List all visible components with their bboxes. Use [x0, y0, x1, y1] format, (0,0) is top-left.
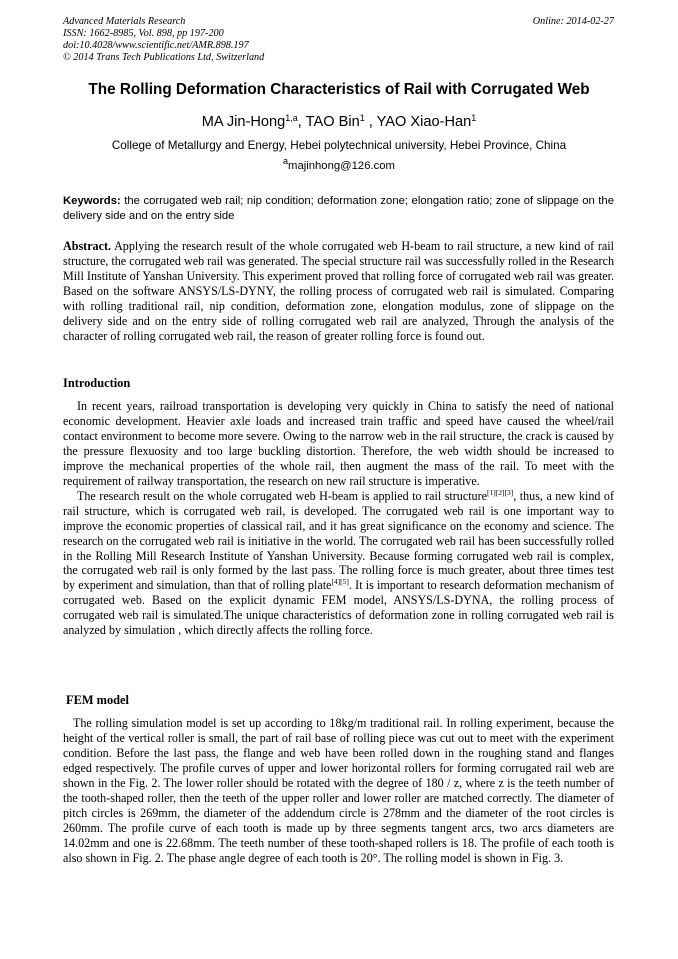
abstract-label: Abstract.: [63, 239, 112, 253]
author-affiliation-mark: 1: [471, 113, 477, 123]
email-line: [40, 156, 638, 174]
keywords-label: Keywords:: [63, 195, 121, 207]
paragraph-text: The research result on the whole corrugated web H-beam is applied to rail structure: [77, 488, 488, 503]
author-name: , TAO Bin: [297, 114, 360, 130]
abstract-block: [63, 239, 614, 344]
copyright-line: © 2014 Trans Tech Publications Ltd, Switzerland: [63, 52, 265, 63]
email-address: majinhong@126.com: [288, 160, 395, 172]
section-heading-introduction: Introduction: [63, 376, 131, 390]
fem-model-paragraph: The rolling simulation model is set up according to 18kg/m traditional rail. In rolling experiment, because the height of the vertical roller is small, the part of rail base of rolling piece was cut out to meet with the experiment condition. Before the last pass, the flange and web have been rolled down in the roughing stand and flanges edged respectively. The profile curves of upper and lower horizontal rollers for forming corrugated rail web are shown in the Fig. 2. The lower roller should be rotated with the degree of 180 / z, where z is the teeth number of the tooth-shaped roller, then the teeth of the upper roller and lower roller are matched correctly. The diameter of pitch circles is 269mm, the diameter of the addendum circle is 278mm and the diameter of the root circles is 260mm. The profile curve of each tooth is made up by three segments tangent arcs, two arcs diameters are 14.02mm and one is 22.68mm. The teeth number of these tooth-shaped rollers is 18. The profile of each tooth is also shown in Fig. 2. The phase angle degree of each tooth is 20°. The rolling model is shown in Fig. 3.: [63, 716, 614, 865]
online-date: Online: 2014-02-27: [532, 16, 614, 27]
keywords-block: [63, 194, 614, 223]
abstract-paragraph: [63, 239, 614, 344]
introduction-paragraph-2: [63, 489, 614, 639]
abstract-text: Applying the research result of the whole corrugated web H-beam to rail structure, a new kind of rail structure, the corrugated web rail was generated. The special structure rail was successfully rolled in the Research Mill Institute of Yanshan University. This experiment proved that rolling force of corrugated web rail was greater. Based on the software ANSYS/LS-DYNY, the rolling process of corrugated web rail is simulated. Comparing with rolling traditional rail, nip condition, deformation zone, elongation modulus, zone of slippage on the delivery side and on the entry side of rolling corrugated web rail are analyzed, Through the analysis of the character of rolling corrugated web rail, the reason of greater rolling force is found out.: [63, 239, 614, 343]
citation-ref: [4][5]: [331, 577, 349, 587]
author-affiliation-mark: 1: [359, 113, 365, 123]
journal-name: Advanced Materials Research: [63, 16, 186, 27]
affiliation: College of Metallurgy and Energy, Hebei polytechnical university, Hebei Province, China: [111, 139, 567, 152]
keywords-text: the corrugated web rail; nip condition; deformation zone; elongation ratio; zone of slippage on the delivery side and on the entry side: [63, 195, 614, 222]
paper-title: The Rolling Deformation Characteristics of Rail with Corrugated Web: [88, 81, 590, 98]
paragraph-text: . It is important to research deformation mechanism of corrugated web. Based on the explicit dynamic FEM model, ANSYS/LS-DYNA, the rolling process of corrugated web rail is simulated.The unique characteristics of deformation zone in rolling corrugated web rail is analyzed by simulation , which directly affects the rolling force.: [63, 578, 614, 638]
issn-line: ISSN: 1662-8985, Vol. 898, pp 197-200: [63, 28, 224, 39]
introduction-paragraph-1: In recent years, railroad transportation is developing very quickly in China to satisfy the need of national economic development. Heavier axle loads and increased train traffic and speed have caused the wheel/rail contact environment to become more severe. Owing to the narrow web in the rail structure, the crack is caused by the pressure flexuosity and too large buckling distortion. Therefore, the web width should be increased to improve the mechanical properties of the whole rail, then augment the mass of the rail. To meet with the requirement of railway transportation, the research on new rail structure is imperative.: [63, 399, 614, 488]
fem-model-section: [63, 716, 614, 866]
citation-ref: [1][2][3]: [487, 487, 514, 497]
email-mark: a: [283, 156, 289, 166]
author-affiliation-mark: 1,a: [285, 113, 298, 123]
author-name: MA Jin-Hong: [201, 114, 286, 130]
section-heading-fem-model: FEM model: [66, 693, 129, 707]
paragraph-text: , thus, a new kind of rail structure, which is corrugated web rail, is developed. The corrugated web rail is one important way to improve the economic properties of classical rail, and it has great significance on the economy and science. The research on the corrugated web rail is initiative in the world. The corrugated web rail has been successfully rolled in the Rolling Mill Research Institute of Yanshan University. Because forming corrugated web rail is complex, the corrugated web rail is only formed by the last pass. The rolling force is much greater, about three times test by experiment and simulation, than that of rolling plate: [63, 488, 614, 593]
author-line: [40, 113, 638, 132]
journal-header: [63, 16, 463, 64]
doi-line: doi:10.4028/www.scientific.net/AMR.898.197: [63, 40, 249, 51]
introduction-section: [63, 399, 614, 638]
author-name: , YAO Xiao-Han: [364, 114, 472, 130]
